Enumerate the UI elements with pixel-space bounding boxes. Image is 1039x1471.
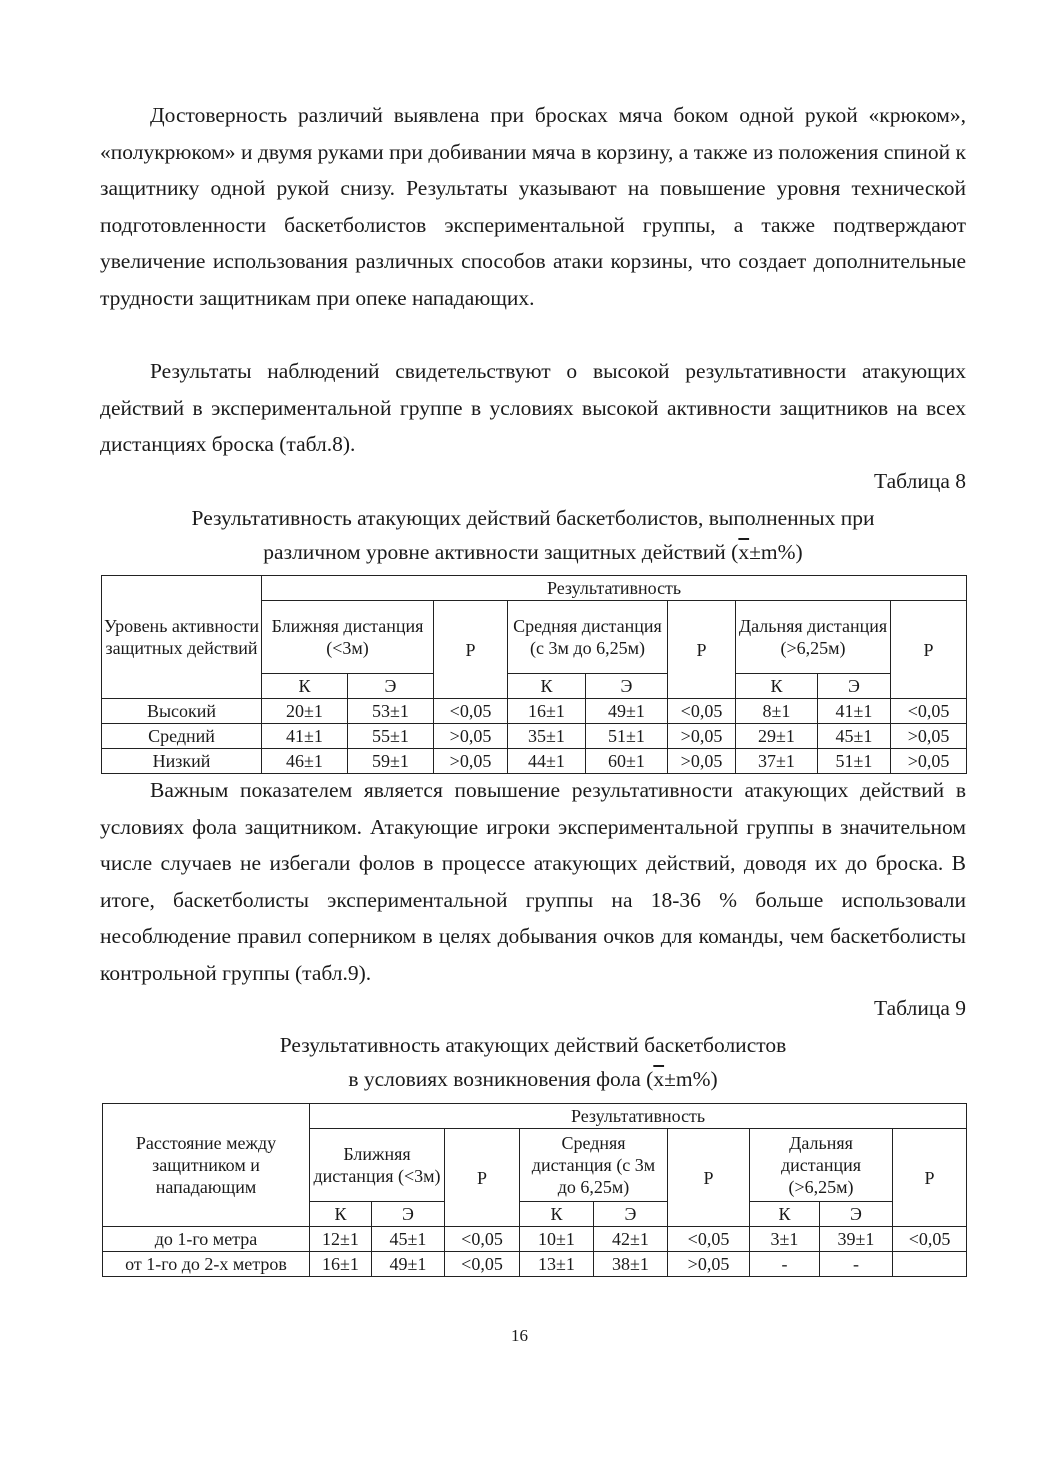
table-8-p-header: Р [434, 601, 508, 699]
table-cell: 49±1 [372, 1252, 445, 1277]
table-8-k-header: К [508, 674, 586, 699]
table-9-caption-line-1: Результативность атакующих действий баскетболистов [279, 1033, 787, 1057]
table-cell: 46±1 [262, 749, 348, 774]
table-8-label: Таблица 8 [874, 469, 966, 493]
table-cell: - [820, 1252, 893, 1277]
table-9-e-header: Э [820, 1202, 893, 1227]
table-8-caption [100, 501, 966, 569]
table-9-k-header: К [310, 1202, 372, 1227]
page-number: 16 [511, 1326, 528, 1345]
table-cell: 37±1 [736, 749, 818, 774]
table-8 [101, 575, 967, 774]
table-9-dist-near: Ближняя дистанция (<3м) [310, 1129, 445, 1202]
table-cell: <0,05 [445, 1252, 520, 1277]
table-9 [102, 1103, 967, 1277]
table-8-p-header: Р [891, 601, 967, 699]
table-8-e-header: Э [818, 674, 891, 699]
table-cell: 49±1 [586, 699, 668, 724]
table-9-row-header: Расстояние между защитником и нападающим [103, 1104, 310, 1227]
table-row [102, 724, 967, 749]
table-cell: >0,05 [891, 724, 967, 749]
table-cell: <0,05 [668, 1227, 750, 1252]
table-row [103, 1227, 967, 1252]
table-cell: 45±1 [818, 724, 891, 749]
table-cell: 10±1 [520, 1227, 594, 1252]
table-9-group-header: Результативность [310, 1104, 967, 1129]
table-9-e-header: Э [594, 1202, 668, 1227]
table-8-p-header: Р [668, 601, 736, 699]
table-cell: >0,05 [668, 749, 736, 774]
table-cell: 12±1 [310, 1227, 372, 1252]
table-cell: 42±1 [594, 1227, 668, 1252]
table-8-k-header: К [736, 674, 818, 699]
table-8-dist-near: Ближняя дистанция (<3м) [262, 601, 434, 674]
table-cell: <0,05 [891, 699, 967, 724]
table-8-dist-mid: Средняя дистанция (с 3м до 6,25м) [508, 601, 668, 674]
table-cell: 3±1 [750, 1227, 820, 1252]
table-8-caption-line-1: Результативность атакующих действий баскетболистов, выполненных при [191, 506, 875, 530]
table-cell: 35±1 [508, 724, 586, 749]
table-8-caption-line-2: различном уровне активности защитных действий $(\overline{x}\pm m\%)$ [263, 540, 803, 564]
table-8-k-header: К [262, 674, 348, 699]
table-cell: от 1-го до 2-х метров [103, 1252, 310, 1277]
table-9-e-header: Э [372, 1202, 445, 1227]
table-cell: Высокий [102, 699, 262, 724]
table-cell: 44±1 [508, 749, 586, 774]
table-cell: <0,05 [893, 1227, 967, 1252]
paragraph-3: Важным показателем является повышение результативности атакующих действий в условиях фола защитником. Атакующие игроки экспериментальной группы в значительном числе случаев не избегали фолов в процессе атакующих действий, доводя их до броска. В итоге, баскетболисты экспериментальной группы на 18-36 % больше использовали несоблюдение правил соперником в целях добывания очков для команды, чем баскетболисты контрольной группы (табл.9). [100, 778, 966, 985]
table-cell: >0,05 [434, 724, 508, 749]
table-cell: 38±1 [594, 1252, 668, 1277]
table-8-e-header: Э [586, 674, 668, 699]
table-cell: 20±1 [262, 699, 348, 724]
paragraph-1: Достоверность различий выявлена при бросках мяча боком одной рукой «крюком», «полукрюком» и двумя руками при добивании мяча в корзину, а также из положения спиной к защитнику одной рукой снизу. Результаты указывают на повышение уровня технической подготовленности баскетболистов экспериментальной группы, а также подтверждают увеличение использования различных способов атаки корзины, что создает дополнительные трудности защитникам при опеке нападающих. [100, 103, 966, 310]
table-cell: 16±1 [310, 1252, 372, 1277]
mean-symbol: $\overline{x}$ [653, 1067, 665, 1091]
table-cell: 8±1 [736, 699, 818, 724]
table-cell: <0,05 [445, 1227, 520, 1252]
table-cell: 51±1 [818, 749, 891, 774]
table-cell: 59±1 [348, 749, 434, 774]
table-9-dist-mid: Средняя дистанция (с 3м до 6,25м) [520, 1129, 668, 1202]
table-cell: 41±1 [818, 699, 891, 724]
table-9-k-header: К [520, 1202, 594, 1227]
table-cell: - [750, 1252, 820, 1277]
table-cell: 39±1 [820, 1227, 893, 1252]
table-8-group-header: Результативность [262, 576, 967, 601]
table-8-e-header: Э [348, 674, 434, 699]
table-cell: >0,05 [668, 724, 736, 749]
table-9-p-header: Р [668, 1129, 750, 1227]
table-row [102, 749, 967, 774]
table-9-caption [100, 1028, 966, 1096]
table-cell: 45±1 [372, 1227, 445, 1252]
table-row [103, 1252, 967, 1277]
table-9-p-header: Р [893, 1129, 967, 1227]
table-cell: 16±1 [508, 699, 586, 724]
paragraph-2: Результаты наблюдений свидетельствуют о высокой результативности атакующих действий в экспериментальной группе в условиях высокой активности защитников на всех дистанциях броска (табл.8). [100, 359, 966, 456]
table-cell: 60±1 [586, 749, 668, 774]
table-cell: 53±1 [348, 699, 434, 724]
table-cell: 55±1 [348, 724, 434, 749]
table-9-p-header: Р [445, 1129, 520, 1227]
table-9-label: Таблица 9 [874, 996, 966, 1020]
table-cell: >0,05 [668, 1252, 750, 1277]
table-cell [893, 1252, 967, 1277]
table-cell: 41±1 [262, 724, 348, 749]
table-8-dist-far: Дальняя дистанция (>6,25м) [736, 601, 891, 674]
table-9-dist-far: Дальняя дистанция (>6,25м) [750, 1129, 893, 1202]
table-9-k-header: К [750, 1202, 820, 1227]
table-9-caption-line-2: в условиях возникновения фола $(\overline{x}\pm m\%)$ [348, 1067, 718, 1091]
table-cell: Низкий [102, 749, 262, 774]
table-8-row-header: Уровень активности защитных действий [102, 576, 262, 699]
table-cell: >0,05 [891, 749, 967, 774]
table-cell: Средний [102, 724, 262, 749]
table-cell: 51±1 [586, 724, 668, 749]
table-cell: >0,05 [434, 749, 508, 774]
table-row [102, 699, 967, 724]
table-cell: <0,05 [668, 699, 736, 724]
table-cell: 29±1 [736, 724, 818, 749]
table-cell: <0,05 [434, 699, 508, 724]
table-cell: до 1-го метра [103, 1227, 310, 1252]
table-cell: 13±1 [520, 1252, 594, 1277]
mean-symbol: $\overline{x}$ [738, 540, 750, 564]
